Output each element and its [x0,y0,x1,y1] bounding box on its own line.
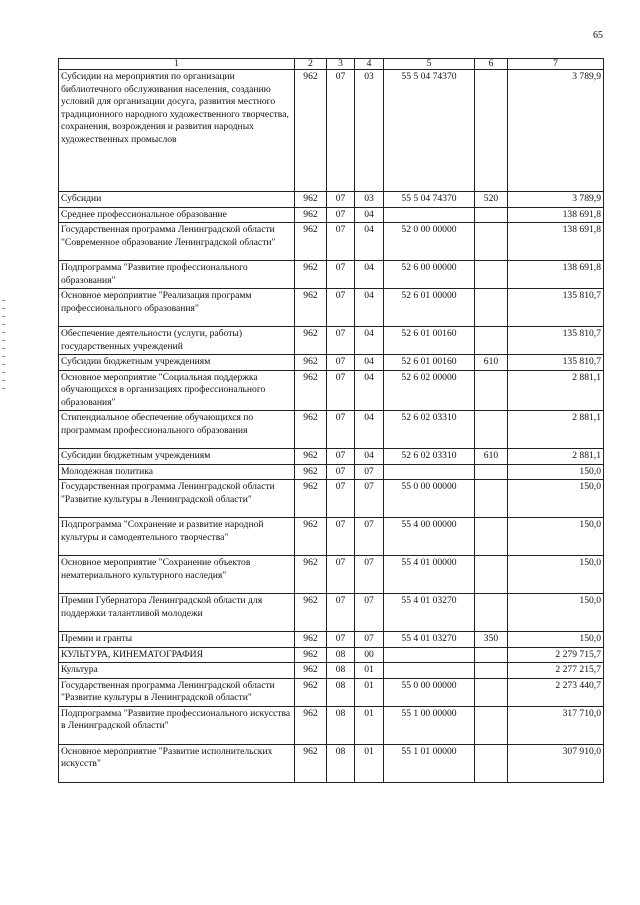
row-name-cell: Государственная программа Ленинградской области "Современное образование Ленинградской области" [59,223,295,261]
row-expense-type-cell: 610 [475,355,508,371]
row-subsection-cell: 00 [355,647,384,663]
row-section-cell: 07 [327,449,355,465]
row-code-cell: 962 [295,518,327,556]
row-subsection-cell: 07 [355,632,384,648]
table-row [59,647,604,663]
row-subsection-cell: 01 [355,663,384,679]
row-section-cell: 08 [327,744,355,782]
table-row [59,192,604,208]
row-amount-cell: 135 810,7 [508,327,604,355]
column-header: 6 [475,59,508,70]
row-target-article-cell: 52 6 01 00000 [384,289,475,327]
row-name-cell: Среднее профессиональное образование [59,207,295,223]
table-row [59,223,604,261]
row-target-article-cell [384,464,475,480]
row-subsection-cell: 04 [355,411,384,449]
row-code-cell: 962 [295,449,327,465]
row-subsection-cell: 04 [355,207,384,223]
row-expense-type-cell [475,70,508,192]
row-expense-type-cell [475,706,508,744]
row-target-article-cell: 55 4 01 03270 [384,632,475,648]
row-name-cell: Подпрограмма "Сохранение и развитие народной культуры и самодеятельного творчества" [59,518,295,556]
row-expense-type-cell [475,289,508,327]
table-row [59,327,604,355]
row-subsection-cell: 03 [355,70,384,192]
row-name-cell: Основное мероприятие "Сохранение объектов нематериального культурного наследия" [59,556,295,594]
row-amount-cell: 2 277 215,7 [508,663,604,679]
row-expense-type-cell [475,207,508,223]
row-target-article-cell [384,207,475,223]
row-target-article-cell: 55 4 01 00000 [384,556,475,594]
row-target-article-cell: 55 5 04 74370 [384,192,475,208]
row-code-cell: 962 [295,370,327,411]
row-subsection-cell: 07 [355,480,384,518]
row-expense-type-cell [475,556,508,594]
row-amount-cell: 135 810,7 [508,289,604,327]
row-target-article-cell: 52 6 00 00000 [384,261,475,289]
row-subsection-cell: 04 [355,289,384,327]
table-row [59,594,604,632]
row-target-article-cell: 55 4 01 03270 [384,594,475,632]
row-amount-cell: 2 881,1 [508,411,604,449]
row-name-cell: Субсидии на мероприятия по организации библиотечного обслуживания населения, созданию условий для организации досуга, развития местного традиционного народного художественного творчества, сохранения, возрождения и развития народных художественных промыслов [59,70,295,192]
row-code-cell: 962 [295,663,327,679]
row-subsection-cell: 04 [355,223,384,261]
row-subsection-cell: 01 [355,744,384,782]
row-subsection-cell: 07 [355,594,384,632]
row-subsection-cell: 07 [355,556,384,594]
row-section-cell: 07 [327,70,355,192]
row-amount-cell: 135 810,7 [508,355,604,371]
row-name-cell: Молодежная политика [59,464,295,480]
table-row [59,70,604,192]
row-name-cell: Обеспечение деятельности (услуги, работы) государственных учреждений [59,327,295,355]
row-section-cell: 08 [327,706,355,744]
table-row [59,370,604,411]
row-name-cell: Государственная программа Ленинградской области "Развитие культуры в Ленинградской области" [59,480,295,518]
row-target-article-cell: 52 0 00 00000 [384,223,475,261]
table-row [59,464,604,480]
row-section-cell: 07 [327,327,355,355]
row-name-cell: Подпрограмма "Развитие профессионального образования" [59,261,295,289]
row-code-cell: 962 [295,261,327,289]
row-section-cell: 07 [327,518,355,556]
row-expense-type-cell [475,411,508,449]
row-amount-cell: 138 691,8 [508,261,604,289]
row-expense-type-cell [475,744,508,782]
row-expense-type-cell [475,223,508,261]
table-row [59,411,604,449]
row-name-cell: Премии и гранты [59,632,295,648]
row-expense-type-cell [475,647,508,663]
row-target-article-cell: 52 6 01 00160 [384,327,475,355]
row-expense-type-cell [475,370,508,411]
row-amount-cell: 2 279 715,7 [508,647,604,663]
table-row [59,449,604,465]
table-row [59,663,604,679]
table-row [59,261,604,289]
row-name-cell: Основное мероприятие "Реализация программ профессионального образования" [59,289,295,327]
row-amount-cell: 138 691,8 [508,207,604,223]
row-code-cell: 962 [295,678,327,706]
table-row [59,480,604,518]
row-code-cell: 962 [295,706,327,744]
row-target-article-cell: 52 6 02 00000 [384,370,475,411]
row-code-cell: 962 [295,289,327,327]
table-row [59,706,604,744]
row-target-article-cell [384,663,475,679]
row-name-cell: Государственная программа Ленинградской области "Развитие культуры в Ленинградской области" [59,678,295,706]
row-subsection-cell: 04 [355,370,384,411]
row-name-cell: Субсидии бюджетным учреждениям [59,355,295,371]
row-code-cell: 962 [295,632,327,648]
row-code-cell: 962 [295,192,327,208]
row-subsection-cell: 01 [355,706,384,744]
row-code-cell: 962 [295,556,327,594]
row-code-cell: 962 [295,223,327,261]
row-code-cell: 962 [295,411,327,449]
scan-edge-marks [2,300,6,420]
row-section-cell: 07 [327,411,355,449]
row-target-article-cell: 52 6 02 03310 [384,449,475,465]
row-target-article-cell: 55 1 01 00000 [384,744,475,782]
row-expense-type-cell [475,480,508,518]
row-amount-cell: 2 881,1 [508,449,604,465]
row-amount-cell: 2 273 440,7 [508,678,604,706]
row-subsection-cell: 07 [355,518,384,556]
row-expense-type-cell [475,518,508,556]
row-section-cell: 07 [327,223,355,261]
row-code-cell: 962 [295,207,327,223]
row-section-cell: 07 [327,261,355,289]
row-name-cell: Подпрограмма "Развитие профессионального искусства в Ленинградской области" [59,706,295,744]
row-target-article-cell: 55 5 04 74370 [384,70,475,192]
row-amount-cell: 150,0 [508,556,604,594]
row-amount-cell: 150,0 [508,464,604,480]
row-name-cell: Основное мероприятие "Развитие исполнительских искусств" [59,744,295,782]
row-amount-cell: 3 789,9 [508,192,604,208]
row-section-cell: 08 [327,647,355,663]
column-header: 3 [327,59,355,70]
table-row [59,678,604,706]
row-section-cell: 08 [327,663,355,679]
column-header: 7 [508,59,604,70]
row-code-cell: 962 [295,594,327,632]
row-expense-type-cell [475,464,508,480]
table-row [59,289,604,327]
row-subsection-cell: 07 [355,464,384,480]
table-row [59,744,604,782]
row-expense-type-cell: 520 [475,192,508,208]
row-amount-cell: 150,0 [508,518,604,556]
table-header-row [59,59,604,70]
column-header: 5 [384,59,475,70]
column-header: 1 [59,59,295,70]
row-code-cell: 962 [295,647,327,663]
row-name-cell: КУЛЬТУРА, КИНЕМАТОГРАФИЯ [59,647,295,663]
row-amount-cell: 2 881,1 [508,370,604,411]
row-target-article-cell: 55 0 00 00000 [384,678,475,706]
row-section-cell: 07 [327,594,355,632]
row-code-cell: 962 [295,744,327,782]
row-target-article-cell: 52 6 02 03310 [384,411,475,449]
row-section-cell: 08 [327,678,355,706]
row-amount-cell: 150,0 [508,632,604,648]
column-header: 2 [295,59,327,70]
row-target-article-cell: 55 0 00 00000 [384,480,475,518]
row-name-cell: Культура [59,663,295,679]
row-expense-type-cell: 610 [475,449,508,465]
row-target-article-cell: 55 4 00 00000 [384,518,475,556]
row-amount-cell: 150,0 [508,594,604,632]
row-name-cell: Субсидии бюджетным учреждениям [59,449,295,465]
row-amount-cell: 138 691,8 [508,223,604,261]
row-subsection-cell: 04 [355,355,384,371]
row-expense-type-cell [475,678,508,706]
row-expense-type-cell [475,261,508,289]
row-section-cell: 07 [327,192,355,208]
row-section-cell: 07 [327,289,355,327]
row-code-cell: 962 [295,355,327,371]
row-amount-cell: 3 789,9 [508,70,604,192]
row-code-cell: 962 [295,327,327,355]
row-section-cell: 07 [327,464,355,480]
row-amount-cell: 317 710,0 [508,706,604,744]
row-target-article-cell: 52 6 01 00160 [384,355,475,371]
column-header: 4 [355,59,384,70]
row-subsection-cell: 01 [355,678,384,706]
budget-table [58,58,604,783]
row-name-cell: Стипендиальное обеспечение обучающихся по программам профессионального образования [59,411,295,449]
table-row [59,207,604,223]
table-row [59,518,604,556]
page-number: 65 [593,30,603,41]
row-amount-cell: 150,0 [508,480,604,518]
row-section-cell: 07 [327,370,355,411]
row-expense-type-cell [475,327,508,355]
row-name-cell: Субсидии [59,192,295,208]
table-row [59,556,604,594]
row-target-article-cell [384,647,475,663]
table-row [59,632,604,648]
row-subsection-cell: 03 [355,192,384,208]
row-code-cell: 962 [295,70,327,192]
row-code-cell: 962 [295,464,327,480]
row-subsection-cell: 04 [355,261,384,289]
row-section-cell: 07 [327,355,355,371]
row-section-cell: 07 [327,480,355,518]
row-expense-type-cell: 350 [475,632,508,648]
row-target-article-cell: 55 1 00 00000 [384,706,475,744]
row-amount-cell: 307 910,0 [508,744,604,782]
row-expense-type-cell [475,663,508,679]
table-row [59,355,604,371]
row-subsection-cell: 04 [355,449,384,465]
row-section-cell: 07 [327,556,355,594]
row-section-cell: 07 [327,207,355,223]
row-expense-type-cell [475,594,508,632]
row-name-cell: Премии Губернатора Ленинградской области для поддержки талантливой молодежи [59,594,295,632]
row-name-cell: Основное мероприятие "Социальная поддержка обучающихся в организациях профессионального образования" [59,370,295,411]
row-section-cell: 07 [327,632,355,648]
row-subsection-cell: 04 [355,327,384,355]
row-code-cell: 962 [295,480,327,518]
